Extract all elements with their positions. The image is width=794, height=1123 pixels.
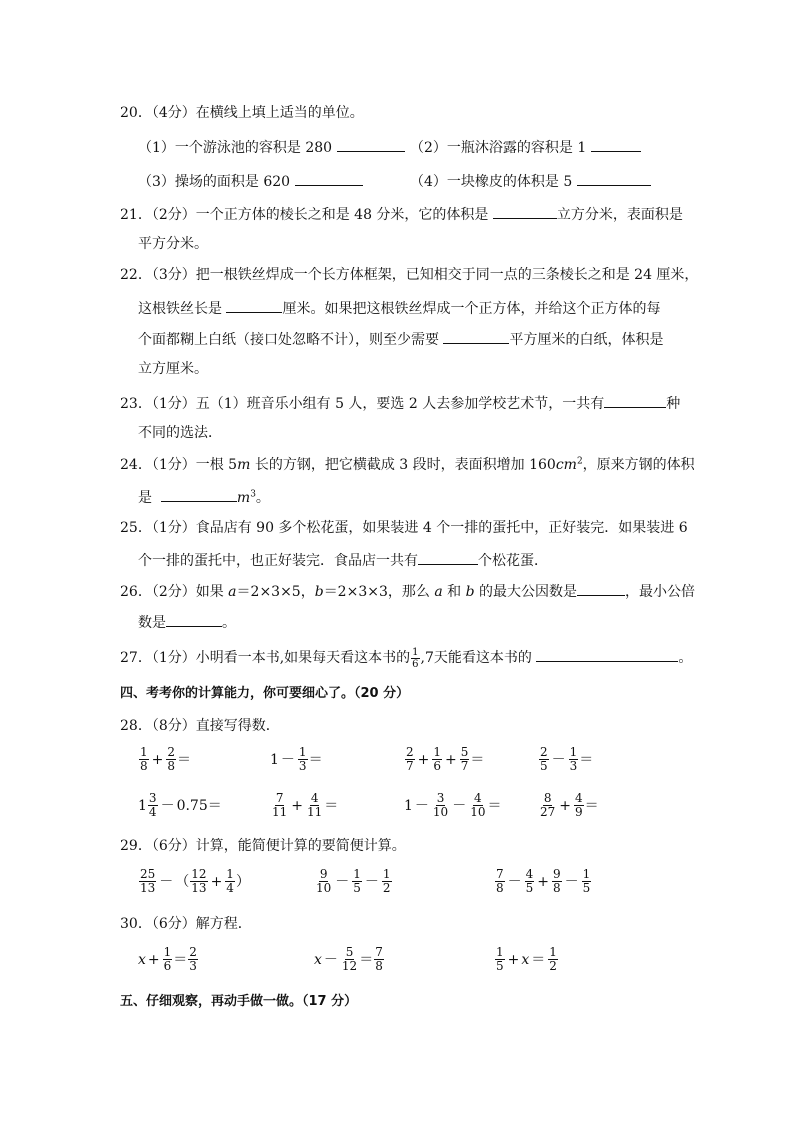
q25-line2: 个一排的蛋托中，也正好装完．食品店一共有 个松花蛋． bbox=[138, 549, 548, 571]
answer-blank[interactable] bbox=[295, 170, 363, 186]
q30-equation-3: $\frac{1}{5}$ + x ＝ $\frac{1}{2}$ bbox=[496, 945, 557, 973]
q30-stem: 30．（6分）解方程． bbox=[120, 916, 252, 932]
q30-equation-1: x + $\frac{1}{6}$ ＝ $\frac{2}{3}$ bbox=[138, 945, 197, 973]
q28-expr-5: 1 $\frac{3}{4}$ － 0.75＝ bbox=[138, 791, 222, 819]
q26-line2: 数是 。 bbox=[138, 611, 236, 633]
q22-line3: 个面都糊上白纸（接口处忽略不计），则至少需要 平方厘米的白纸，体积是 bbox=[138, 328, 663, 350]
q30-equation-2: x － $\frac{5}{12}$ ＝ $\frac{7}{8}$ bbox=[314, 945, 383, 973]
answer-blank[interactable] bbox=[166, 611, 222, 627]
q28-expr-3: $\frac{2}{7}$ + $\frac{1}{6}$ + $\frac{5}{7}$ ＝ bbox=[406, 745, 485, 773]
q28-expr-2: 1 － $\frac{1}{3}$ ＝ bbox=[270, 745, 323, 773]
q20-part4: （4）一块橡皮的体积是 5 bbox=[410, 170, 651, 192]
q26-line1: 26．（2分）如果 a＝2×3×5，b＝2×3×3，那么 a 和 b 的最大公因数是 ，最小公倍 bbox=[120, 580, 695, 602]
q28-stem: 28．（8分）直接写得数． bbox=[120, 718, 280, 734]
answer-blank[interactable] bbox=[577, 170, 651, 186]
q28-expr-4: $\frac{2}{5}$ － $\frac{1}{3}$ ＝ bbox=[540, 745, 594, 773]
q29-expr-2: $\frac{9}{10}$ － $\frac{1}{5}$ － $\frac{1}{2}$ bbox=[316, 867, 391, 895]
answer-blank[interactable] bbox=[443, 328, 509, 344]
answer-blank[interactable] bbox=[493, 203, 557, 219]
section-4-heading: 四、考考你的计算能力，你可要细心了。（20 分） bbox=[120, 686, 410, 701]
answer-blank[interactable] bbox=[337, 136, 405, 152]
q28-expr-1: $\frac{1}{8}$ + $\frac{2}{8}$ ＝ bbox=[140, 745, 192, 773]
q23-line1: 23．（1分）五（1）班音乐小组有 5 人，要选 2 人去参加学校艺术节，一共有 种 bbox=[120, 392, 680, 414]
q20-part1: （1）一个游泳池的容积是 280 bbox=[138, 136, 405, 158]
answer-blank[interactable] bbox=[536, 646, 678, 662]
q22-line4: 立方厘米。 bbox=[138, 361, 208, 377]
q22-line2: 这根铁丝长是 厘米。如果把这根铁丝焊成一个正方体，并给这个正方体的每 bbox=[138, 297, 660, 319]
section-5-heading: 五、仔细观察，再动手做一做。（17 分） bbox=[120, 994, 358, 1009]
answer-blank[interactable] bbox=[577, 580, 625, 596]
q20-part2: （2）一瓶沐浴露的容积是 1 bbox=[410, 136, 641, 158]
answer-blank[interactable] bbox=[226, 297, 282, 313]
q29-expr-1: $\frac{25}{13}$ － （ $\frac{12}{13}$ + $\frac{1}{4}$ ） bbox=[140, 867, 250, 895]
q21-line1: 21．（2分）一个正方体的棱长之和是 48 分米，它的体积是 立方分米，表面积是 bbox=[120, 203, 683, 225]
q20-part3: （3）操场的面积是 620 bbox=[138, 170, 363, 192]
q21-line2: 平方分米。 bbox=[138, 236, 208, 252]
q28-expr-7: 1 － $\frac{3}{10}$ － $\frac{4}{10}$ ＝ bbox=[404, 791, 502, 819]
q28-expr-8: $\frac{8}{27}$ + $\frac{4}{9}$ ＝ bbox=[540, 791, 599, 819]
q29-stem: 29．（6分）计算，能简便计算的要简便计算。 bbox=[120, 838, 406, 854]
answer-blank[interactable] bbox=[604, 392, 666, 408]
q24-line2: 是 $m^3$。 bbox=[138, 486, 270, 508]
answer-blank[interactable] bbox=[418, 549, 478, 565]
q29-expr-3: $\frac{7}{8}$ － $\frac{4}{5}$ + $\frac{9}{8}$ － $\frac{1}{5}$ bbox=[496, 867, 591, 895]
q22-line1: 22．（3分）把一根铁丝焊成一个长方体框架，已知相交于同一点的三条棱长之和是 24 厘米， bbox=[120, 267, 699, 283]
answer-blank[interactable] bbox=[591, 136, 641, 152]
q28-expr-6: $\frac{7}{11}$ + $\frac{4}{11}$ ＝ bbox=[272, 791, 339, 819]
q23-line2: 不同的选法． bbox=[138, 425, 222, 441]
answer-blank[interactable] bbox=[161, 486, 237, 502]
q27-line: 27．（1分）小明看一本书,如果每天看这本书的 $\frac{1}{6}$ ,7天能看这本书的 。 bbox=[120, 646, 693, 670]
q24-line1: 24．（1分）一根 5m 长的方钢，把它横截成 3 段时，表面积增加 $160cm^2$，原来方钢的体积 bbox=[120, 456, 695, 473]
q25-line1: 25．（1分）食品店有 90 多个松花蛋，如果装进 4 个一排的蛋托中，正好装完．如果装进 6 bbox=[120, 520, 688, 536]
q20-stem: 20．（4分）在横线上填上适当的单位。 bbox=[120, 105, 364, 121]
